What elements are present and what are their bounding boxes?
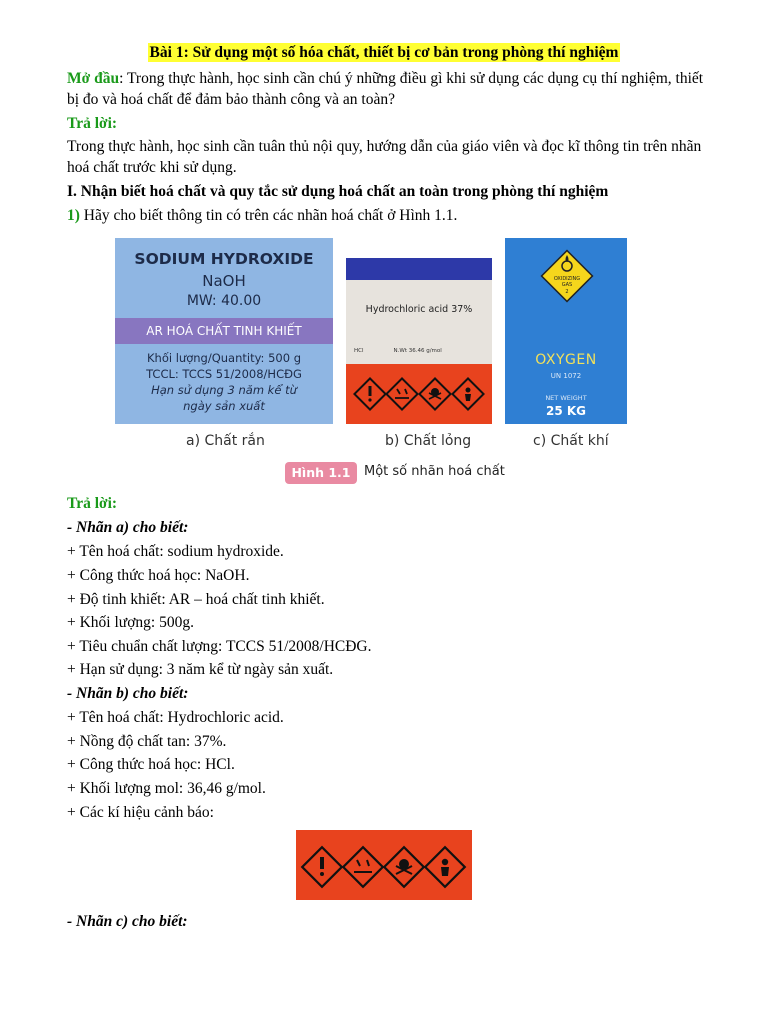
label-c-kg: 25 KG [545, 404, 587, 418]
skull-icon [384, 847, 424, 887]
health-hazard-icon [452, 378, 483, 409]
corrosive-icon [386, 378, 417, 409]
label-c-name: OXYGEN [535, 352, 597, 368]
label-b-top-band [346, 258, 492, 280]
label-liquid [346, 258, 492, 424]
label-a-usage-2: ngày sản xuất [183, 399, 265, 413]
answer-a-item: + Công thức hoá học: NaOH. [67, 567, 250, 584]
answer-a-item: + Hạn sử dụng: 3 năm kể từ ngày sản xuất. [67, 661, 334, 678]
intro-text: : Trong thực hành, học sinh cần chú ý những điều gì khi sử dụng các dụng cụ thí nghiệm, thiết bị đo và hoá chất để đảm bảo thành công và an toàn? [67, 70, 704, 108]
label-a-qty: Khối lượng/Quantity: 500 g [147, 351, 301, 365]
answer-b-item: + Tên hoá chất: Hydrochloric acid. [67, 709, 284, 726]
label-c-un: UN 1072 [550, 372, 582, 380]
figure-badge: Hình 1.1 [285, 462, 357, 484]
label-b-small-print [354, 348, 484, 354]
label-a-usage-1: Hạn sử dụng 3 năm kể từ [151, 383, 297, 397]
label-c-net: NET WEIGHT [545, 394, 587, 402]
figure-caption: Một số nhãn hoá chất [364, 464, 505, 479]
answer-a-item: + Tiêu chuẩn chất lượng: TCCS 51/2008/HCĐG. [67, 638, 372, 655]
oxidizer-icon [539, 248, 595, 304]
label-a-mw: MW: 40.00 [186, 293, 262, 309]
caption-a: a) Chất rắn [186, 433, 265, 449]
question-text: Hãy cho biết thông tin có trên các nhãn hoá chất ở Hình 1.1. [79, 207, 458, 224]
label-a-band [115, 318, 333, 344]
title-wrap [0, 44, 768, 62]
answer-b-item: + Công thức hoá học: HCl. [67, 756, 235, 773]
exclamation-icon [354, 378, 385, 409]
label-a-std: TCCL: TCCS 51/2008/HCĐG [146, 367, 302, 381]
answer-a-item: + Tên hoá chất: sodium hydroxide. [67, 543, 284, 560]
answer-paragraph: Trong thực hành, học sinh cần tuân thủ nội quy, hướng dẫn của giáo viên và đọc kĩ thông tin trên nhãn hoá chất trước khi sử dụng. [67, 138, 702, 176]
answer-label: Trả lời: [67, 115, 118, 132]
caption-b: b) Chất lỏng [385, 433, 472, 449]
answer-a-item: + Độ tinh khiết: AR – hoá chất tinh khiết. [67, 591, 325, 608]
section-heading: I. Nhận biết hoá chất và quy tắc sử dụng hoá chất an toàn trong phòng thí nghiệm [67, 183, 609, 200]
question-1 [67, 205, 707, 226]
corrosive-icon [343, 847, 383, 887]
intro-paragraph [67, 68, 707, 110]
diamond-text-2: GAS [561, 282, 573, 288]
label-a-info [115, 350, 333, 414]
label-b-formula: HCl [354, 348, 364, 354]
label-a-formula: NaOH [202, 272, 246, 290]
exclamation-icon [302, 847, 342, 887]
diamond-text-1: OXIDIZING [553, 276, 581, 282]
skull-icon [419, 378, 450, 409]
diamond-text-3: 2 [565, 289, 569, 295]
answer-c-title: - Nhãn c) cho biết: [67, 913, 188, 930]
label-solid [115, 238, 333, 424]
answer-b-title: - Nhãn b) cho biết: [67, 685, 189, 702]
label-b-mw: N.Wt 36.46 g/mol [393, 348, 442, 354]
answer-b-item: + Nồng độ chất tan: 37%. [67, 733, 227, 750]
label-a-name: SODIUM HYDROXIDE [134, 250, 314, 268]
health-hazard-icon [425, 847, 465, 887]
warning-pictograms [296, 830, 472, 900]
label-gas [505, 238, 627, 424]
answer-a-item: + Khối lượng: 500g. [67, 614, 194, 631]
caption-c: c) Chất khí [533, 433, 609, 449]
question-number: 1) [67, 207, 80, 224]
label-b-warning-band [346, 364, 492, 424]
figure-1-1 [113, 232, 633, 490]
warning-symbols-image [296, 830, 472, 900]
intro-label: Mở đầu [67, 70, 120, 87]
label-a-band-text: AR HOÁ CHẤT TINH KHIẾT [146, 324, 302, 338]
label-b-name: Hydrochloric acid 37% [365, 304, 473, 315]
label-b-hazard-pictograms [346, 364, 492, 424]
page-title: Bài 1: Sử dụng một số hóa chất, thiết bị cơ bản trong phòng thí nghiệm [149, 44, 619, 61]
answer-b-item: + Khối lượng mol: 36,46 g/mol. [67, 780, 266, 797]
answer-a-title: - Nhãn a) cho biết: [67, 519, 189, 536]
answer-b-item: + Các kí hiệu cảnh báo: [67, 804, 214, 821]
answers-label: Trả lời: [67, 495, 118, 512]
